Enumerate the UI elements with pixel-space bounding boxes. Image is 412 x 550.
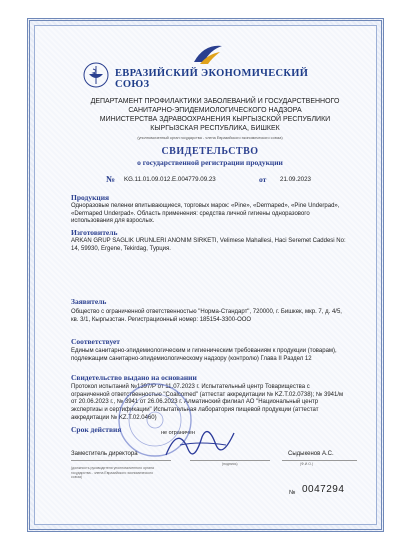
applicant-heading: Заявитель xyxy=(71,297,107,306)
authority-caption: (уполномоченный орган государства - члена Евразийского экономического союза) xyxy=(137,136,283,140)
compliance-text: Единым санитарно-эпидемиологическим и гигиеническим требованиям к продукции (товарам), подлежащим санитарно-эпидемиологическому надзору (контролю) Глава II Раздел 12 xyxy=(71,348,337,362)
serial-label: № xyxy=(289,490,296,496)
manufacturer-heading: Изготовитель xyxy=(71,228,118,237)
position-line xyxy=(71,460,171,461)
name-caption: (Ф.И.О.) xyxy=(300,462,314,466)
name-line xyxy=(282,460,357,461)
applicant-text: Общество с ограниченной ответственностью "Норма-Стандарт", 720000, г. Бишкек, мкр. 7, д. 4/5, кв. 3/1, Кыргызстан. Регистрационный номер: 185154-3300-ООО xyxy=(71,309,342,323)
department-block xyxy=(90,97,340,133)
document-subtitle: о государственной регистрации продукции xyxy=(137,158,283,167)
manufacturer-text: ARKAN GRUP SAGLIK URUNLERI ANONIM SIRKETI, Velimese Mahallesi, Haci Seremet Caddesi No: 14, 59930, Ergene, Tekirdag, Турция. xyxy=(71,238,346,252)
issued-basis-heading: Свидетельство выдано на основании xyxy=(71,373,197,382)
dept-line: САНИТАРНО-ЭПИДЕМИОЛОГИЧЕСКОГО НАДЗОРА xyxy=(128,107,302,114)
dept-line: МИНИСТЕРСТВА ЗДРАВООХРАНЕНИЯ КЫРГЫЗСКОЙ РЕСПУБЛИКИ xyxy=(99,116,331,123)
union-title: ЕВРАЗИЙСКИЙ ЭКОНОМИЧЕСКИЙ СОЮЗ xyxy=(115,68,309,90)
position-caption: (должность руководителя уполномоченного органа государства - члена Евразийского экономического союза) xyxy=(71,466,154,479)
document-title: СВИДЕТЕЛЬСТВО xyxy=(161,146,259,157)
validity-heading: Срок действия xyxy=(71,425,122,434)
hygieia-bowl-emblem-icon xyxy=(83,62,109,88)
signer-role: Заместитель директора xyxy=(71,451,138,457)
eaeu-mark-icon xyxy=(190,42,226,66)
dept-line: КЫРГЫЗСКАЯ РЕСПУБЛИКА, БИШКЕК xyxy=(150,125,280,132)
date-label: от xyxy=(259,175,267,184)
registration-date: 21.09.2023 xyxy=(280,176,311,183)
dept-line: ДЕПАРТАМЕНТ ПРОФИЛАКТИКИ ЗАБОЛЕВАНИЙ И ГОСУДАРСТВЕННОГО xyxy=(90,98,340,105)
validity-text: не ограничен xyxy=(161,430,195,436)
handwritten-signature-icon xyxy=(160,415,240,465)
serial-number: 0047294 xyxy=(302,484,345,495)
registration-number: KG.11.01.09.012.E.004779.09.23 xyxy=(124,176,216,183)
product-heading: Продукция xyxy=(71,193,110,202)
number-label: № xyxy=(106,174,116,184)
signer-name: Сыдыкенов А.С. xyxy=(288,451,334,457)
compliance-heading: Соответствует xyxy=(71,337,120,346)
product-text: Одноразовые пеленки впитывающиеся, торговых марок: «Pine», «Dermaped», «Pine Underpad», «Dermaped Underpad». Область применения: средства личной гигиены одноразового использования для взрослых. xyxy=(71,203,340,225)
signature-line xyxy=(190,460,270,461)
signature-caption: (подпись) xyxy=(222,462,238,466)
issued-basis-text: Протокол испытаний №1397/Р от 11.07.2023 г. Испытательный центр Товарищества с ограниченной ответственностью "Coalcomed" (аттестат аккредитации № KZ.T.02.0738); № 3941/м от 20.06.2023 г., № 3941 от 26.06.2023 г. Алматинский филиал АО "Национальный центр экспертизы и сертификации" Испытательная лаборатория пищевой продукции (аттестат аккредитации № KZ.T.02.0460) xyxy=(71,384,344,421)
registration-number-row xyxy=(106,175,366,187)
